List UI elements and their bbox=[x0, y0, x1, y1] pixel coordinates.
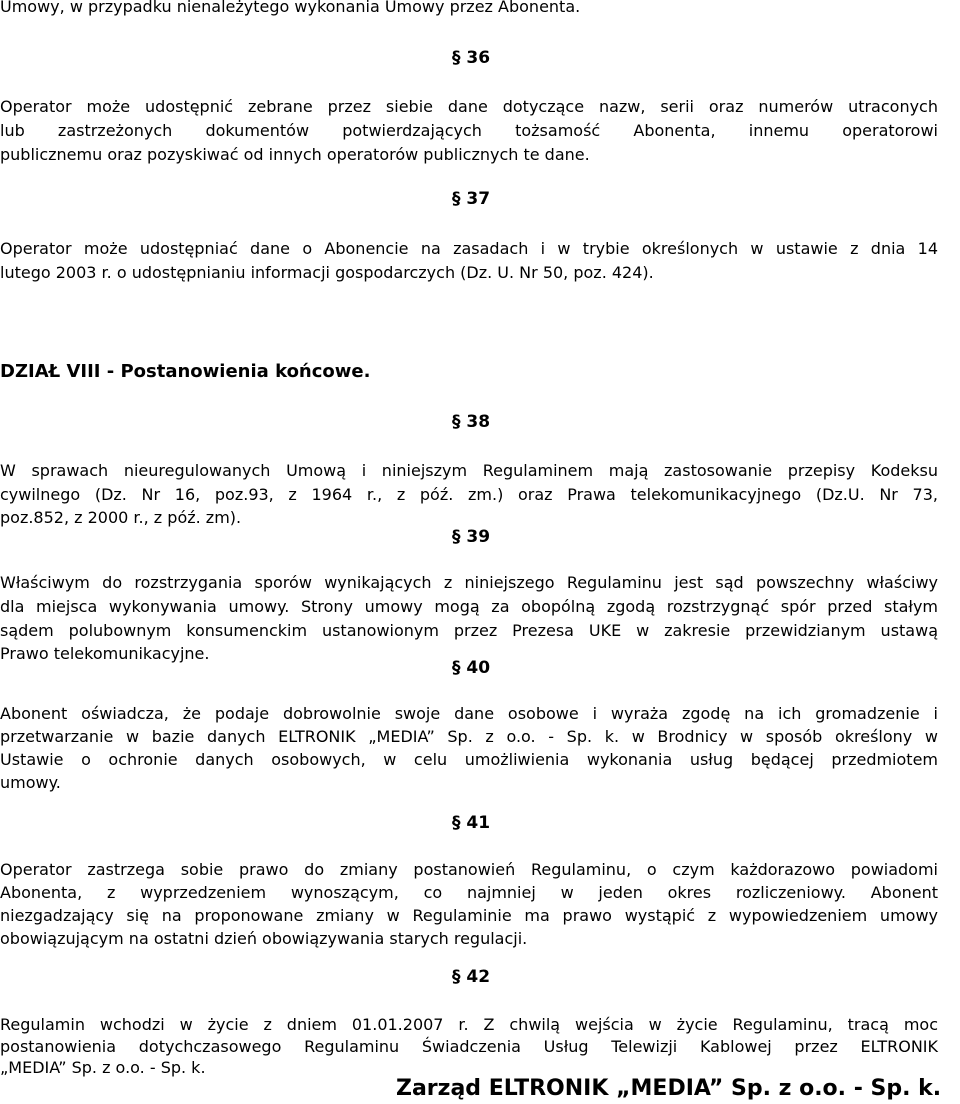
paragraph-38-heading: § 38 bbox=[452, 412, 491, 432]
paragraph-39-heading: § 39 bbox=[452, 527, 491, 547]
paragraph-38-line: poz.852, z 2000 r., z póź. zm). bbox=[0, 508, 242, 527]
intro-line: Umowy, w przypadku nienależytego wykonania Umowy przez Abonenta. bbox=[0, 0, 581, 16]
paragraph-42-heading: § 42 bbox=[452, 967, 491, 987]
paragraph-37-line: Operator może udostępniać dane o Abonencie na zasadach i w trybie określonych w ustawie z dnia 14 bbox=[0, 239, 938, 258]
paragraph-40-line: umowy. bbox=[0, 773, 61, 792]
paragraph-40-line: przetwarzanie w bazie danych ELTRONIK „MEDIA” Sp. z o.o. - Sp. k. w Brodnicy w sposób określony w bbox=[0, 727, 938, 746]
paragraph-39-line: Właściwym do rozstrzygania sporów wynikających z niniejszego Regulaminu jest sąd powszechny właściwy bbox=[0, 573, 938, 592]
paragraph-36-line: publicznemu oraz pozyskiwać od innych operatorów publicznych te dane. bbox=[0, 145, 590, 164]
paragraph-42-line: „MEDIA” Sp. z o.o. - Sp. k. bbox=[0, 1058, 206, 1077]
paragraph-37-heading: § 37 bbox=[452, 189, 491, 209]
paragraph-39-line: sądem polubownym konsumenckim ustanowionym przez Prezesa UKE w zakresie przewidzianym ustawą bbox=[0, 621, 938, 640]
paragraph-38-line: cywilnego (Dz. Nr 16, poz.93, z 1964 r., z póź. zm.) oraz Prawa telekomunikacyjnego (Dz.U. Nr 73, bbox=[0, 485, 938, 504]
paragraph-41-heading: § 41 bbox=[452, 813, 491, 833]
paragraph-36-line: lub zastrzeżonych dokumentów potwierdzających tożsamość Abonenta, innemu operatorowi bbox=[0, 121, 938, 140]
paragraph-39-line: Prawo telekomunikacyjne. bbox=[0, 644, 210, 663]
paragraph-38-line: W sprawach nieuregulowanych Umową i niniejszym Regulaminem mają zastosowanie przepisy Kodeksu bbox=[0, 461, 938, 480]
paragraph-42-line: postanowienia dotychczasowego Regulaminu Świadczenia Usług Telewizji Kablowej przez ELTRONIK bbox=[0, 1037, 938, 1056]
paragraph-36-line: Operator może udostępnić zebrane przez siebie dane dotyczące nazw, serii oraz numerów utraconych bbox=[0, 97, 938, 116]
paragraph-37-line: lutego 2003 r. o udostępnianiu informacji gospodarczych (Dz. U. Nr 50, poz. 424). bbox=[0, 263, 654, 282]
paragraph-42-line: Regulamin wchodzi w życie z dniem 01.01.2007 r. Z chwilą wejścia w życie Regulaminu, tracą moc bbox=[0, 1015, 938, 1034]
paragraph-41-line: Abonenta, z wyprzedzeniem wynoszącym, co najmniej w jeden okres rozliczeniowy. Abonent bbox=[0, 883, 938, 902]
section-title: DZIAŁ VIII - Postanowienia końcowe. bbox=[0, 361, 371, 382]
signature-line: Zarząd ELTRONIK „MEDIA” Sp. z o.o. - Sp. k. bbox=[396, 1076, 942, 1101]
paragraph-40-heading: § 40 bbox=[452, 658, 491, 678]
paragraph-41-line: niezgadzający się na proponowane zmiany w Regulaminie ma prawo wystąpić z wypowiedzeniem umowy bbox=[0, 906, 938, 925]
paragraph-39-line: dla miejsca wykonywania umowy. Strony umowy mogą za obopólną zgodą rozstrzygnąć spór przed stałym bbox=[0, 597, 938, 616]
paragraph-40-line: Ustawie o ochronie danych osobowych, w celu umożliwienia wykonania usług będącej przedmiotem bbox=[0, 750, 938, 769]
paragraph-36-heading: § 36 bbox=[452, 48, 491, 68]
paragraph-40-line: Abonent oświadcza, że podaje dobrowolnie swoje dane osobowe i wyraża zgodę na ich gromadzenie i bbox=[0, 704, 938, 723]
paragraph-41-line: obowiązującym na ostatni dzień obowiązywania starych regulacji. bbox=[0, 929, 528, 948]
paragraph-41-line: Operator zastrzega sobie prawo do zmiany postanowień Regulaminu, o czym każdorazowo powiadomi bbox=[0, 860, 938, 879]
